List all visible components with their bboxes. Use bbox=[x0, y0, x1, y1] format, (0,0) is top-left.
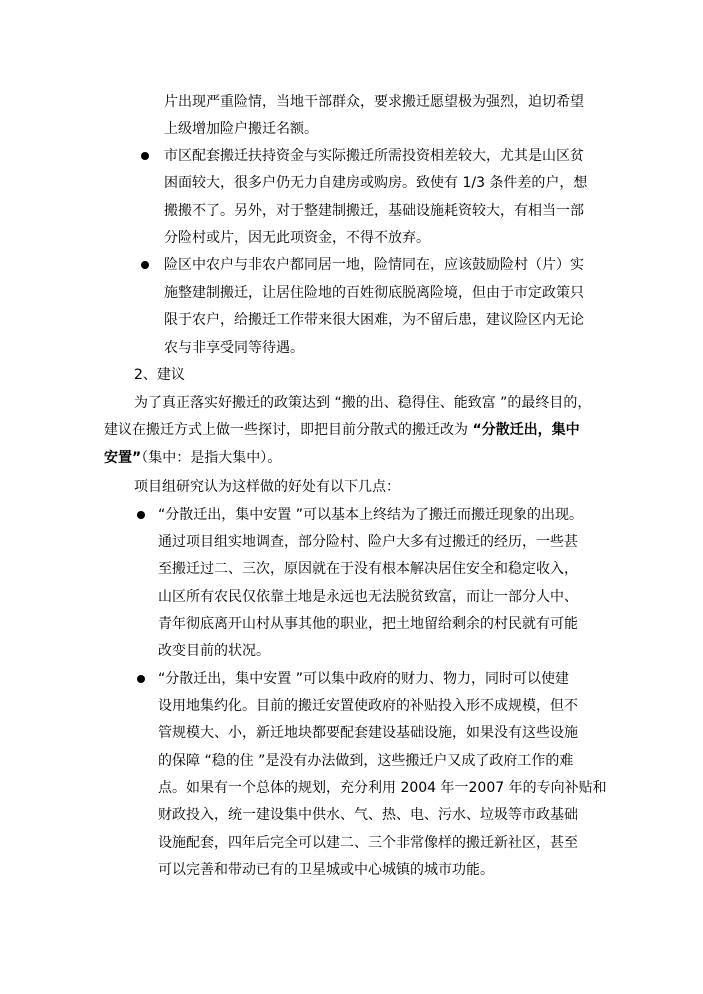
text-line: 点。如果有一个总体的规划，充分利用 2004 年一2007 年的专向补贴和 bbox=[158, 780, 607, 796]
text-line: “分散迁出，集中安置 ”可以基本上终结为了搬迁而搬迁现象的出现。 bbox=[158, 507, 583, 523]
text-line: 管规模大、小，新迁地块都要配套建设基础设施，如果没有这些设施 bbox=[158, 725, 578, 741]
text-line: 农与非享受同等待遇。 bbox=[164, 340, 304, 356]
text-line: 改变目前的状况。 bbox=[158, 643, 270, 659]
text-line: 分险村或片，因无此项资金，不得不放弃。 bbox=[164, 230, 430, 246]
text-line: 险区中农户与非农户都同居一地，险情同在，应该鼓励险村（片）实 bbox=[164, 257, 584, 273]
text-line: 困面较大，很多户仍无力自建房或购房。致使有 1/3 条件差的户，想 bbox=[164, 175, 588, 191]
bullet-dot bbox=[137, 511, 145, 519]
text-line: 施整建制搬迁，让居住险地的百姓彻底脱离险境，但由于市定政策只 bbox=[164, 285, 584, 301]
text-line: 市区配套搬迁扶持资金与实际搬迁所需投资相差较大，尤其是山区贫 bbox=[164, 148, 584, 164]
emphasis-text: “分散迁出，集中 bbox=[472, 422, 580, 438]
section-heading: 2、建议 bbox=[134, 367, 185, 383]
text-line: 搬搬不了。另外，对于整建制搬迁，基础设施耗资较大，有相当一部 bbox=[164, 203, 584, 219]
text-line: 项目组研究认为这样做的好处有以下几点： bbox=[134, 479, 400, 495]
text-line bbox=[104, 448, 281, 468]
text-line: 通过项目组实地调查，部分险村、险户大多有过搬迁的经历，一些甚 bbox=[158, 534, 578, 550]
text-line: 设施配套，四年后完全可以建二、三个非常像样的搬迁新社区，甚至 bbox=[158, 835, 578, 851]
emphasis-text: 安置” bbox=[104, 450, 142, 466]
text-line: 至搬迁过二、三次，原因就在于没有根本解决居住安全和稳定收入， bbox=[158, 561, 578, 577]
text-line bbox=[104, 420, 580, 440]
text-line: 设用地集约化。目前的搬迁安置使政府的补贴投入形不成规模，但不 bbox=[158, 698, 578, 714]
text-line: 财政投入，统一建设集中供水、气、热、电、污水、垃圾等市政基础 bbox=[158, 807, 578, 823]
text-line: 限于农户，给搬迁工作带来很大困难，为不留后患，建议险区内无论 bbox=[164, 312, 584, 328]
text-line: 青年彻底离开山村从事其他的职业，把土地留给剩余的村民就有可能 bbox=[158, 616, 578, 632]
text-span: （集中：是指大集中）。 bbox=[141, 450, 282, 466]
text-line: “分散迁出，集中安置 ”可以集中政府的财力、物力，同时可以使建 bbox=[158, 671, 569, 687]
text-line: 山区所有农民仅依靠土地是永远也无法脱贫致富，而让一部分人中、 bbox=[158, 589, 578, 605]
text-line: 的保障 “稳的住 ”是没有办法做到，这些搬迁户又成了政府工作的难 bbox=[158, 753, 574, 769]
text-line: 可以完善和带动已有的卫星城或中心城镇的城市功能。 bbox=[158, 862, 494, 878]
bullet-dot bbox=[141, 261, 149, 269]
text-line: 为了真正落实好搬迁的政策达到 “搬的出、稳得住、能致富 ”的最终目的， bbox=[134, 395, 592, 411]
bullet-dot bbox=[137, 675, 145, 683]
text-line: 片出现严重险情，当地干部群众，要求搬迁愿望极为强烈，迫切希望 bbox=[164, 94, 584, 110]
text-line: 上级增加险户搬迁名额。 bbox=[164, 121, 318, 137]
bullet-dot bbox=[141, 152, 149, 160]
text-span: 建议在搬迁方式上做一些探讨，即把目前分散式的搬迁改为 bbox=[104, 422, 473, 438]
